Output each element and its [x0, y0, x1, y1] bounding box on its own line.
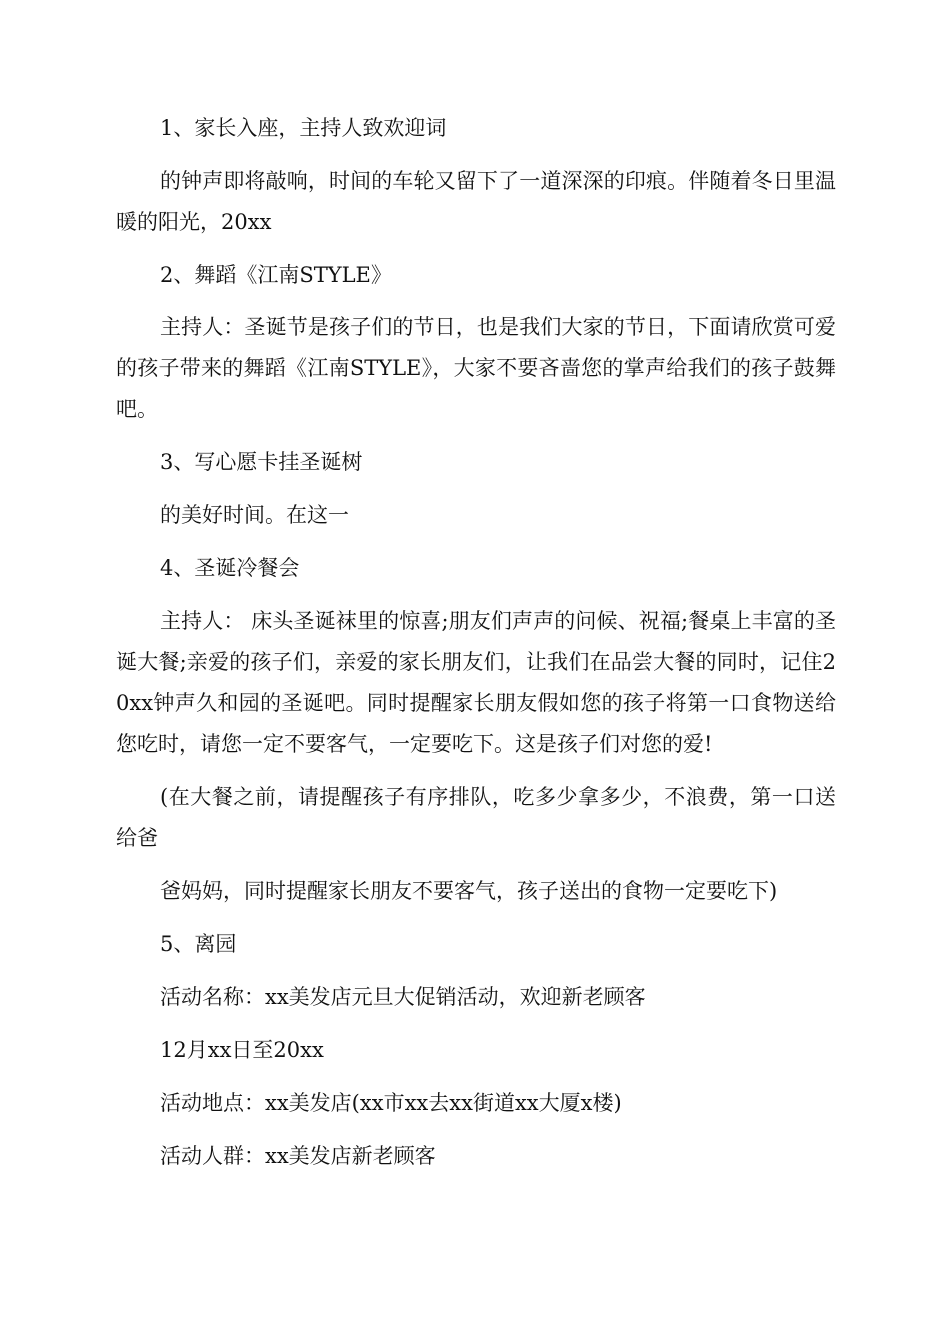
paragraph-dinner-note: (在大餐之前，请提醒孩子有序排队，吃多少拿多少，不浪费，第一口送给爸: [116, 785, 836, 850]
activity-name: 活动名称：xx美发店元旦大促销活动，欢迎新老顾客: [160, 985, 646, 1009]
section-heading-4: 4、圣诞冷餐会: [160, 556, 300, 580]
section-heading-5: 5、离园: [160, 932, 237, 956]
section-heading-3: 3、写心愿卡挂圣诞树: [160, 450, 363, 474]
activity-date: 12月xx日至20xx: [160, 1038, 324, 1062]
paragraph-host-dance: 主持人：圣诞节是孩子们的节日，也是我们大家的节日，下面请欣赏可爱的孩子带来的舞蹈《江南STYLE》，大家不要吝啬您的掌声给我们的孩子鼓舞吧。: [116, 315, 836, 421]
paragraph-opening: 的钟声即将敲响，时间的车轮又留下了一道深深的印痕。伴随着冬日里温暖的阳光，20xx: [116, 169, 836, 234]
activity-location: 活动地点：xx美发店(xx市xx去xx街道xx大厦x楼): [160, 1091, 622, 1115]
section-heading-2: 2、舞蹈《江南STYLE》: [160, 263, 392, 287]
activity-audience: 活动人群：xx美发店新老顾客: [160, 1144, 436, 1168]
document-page: [116, 108, 836, 1177]
section-heading-1: 1、家长入座，主持人致欢迎词: [160, 116, 447, 140]
paragraph-dinner-note-cont: 爸妈妈，同时提醒家长朋友不要客气，孩子送出的食物一定要吃下): [160, 879, 778, 903]
paragraph-host-dinner: 主持人： 床头圣诞袜里的惊喜;朋友们声声的问候、祝福;餐桌上丰富的圣诞大餐;亲爱的孩子们，亲爱的家长朋友们，让我们在品尝大餐的同时，记住20xx钟声久和园的圣诞吧。同时提醒家长朋友假如您的孩子将第一口食物送给您吃时，请您一定不要客气，一定要吃下。这是孩子们对您的爱!: [116, 609, 836, 756]
paragraph-fragment: 的美好时间。在这一: [160, 503, 349, 527]
